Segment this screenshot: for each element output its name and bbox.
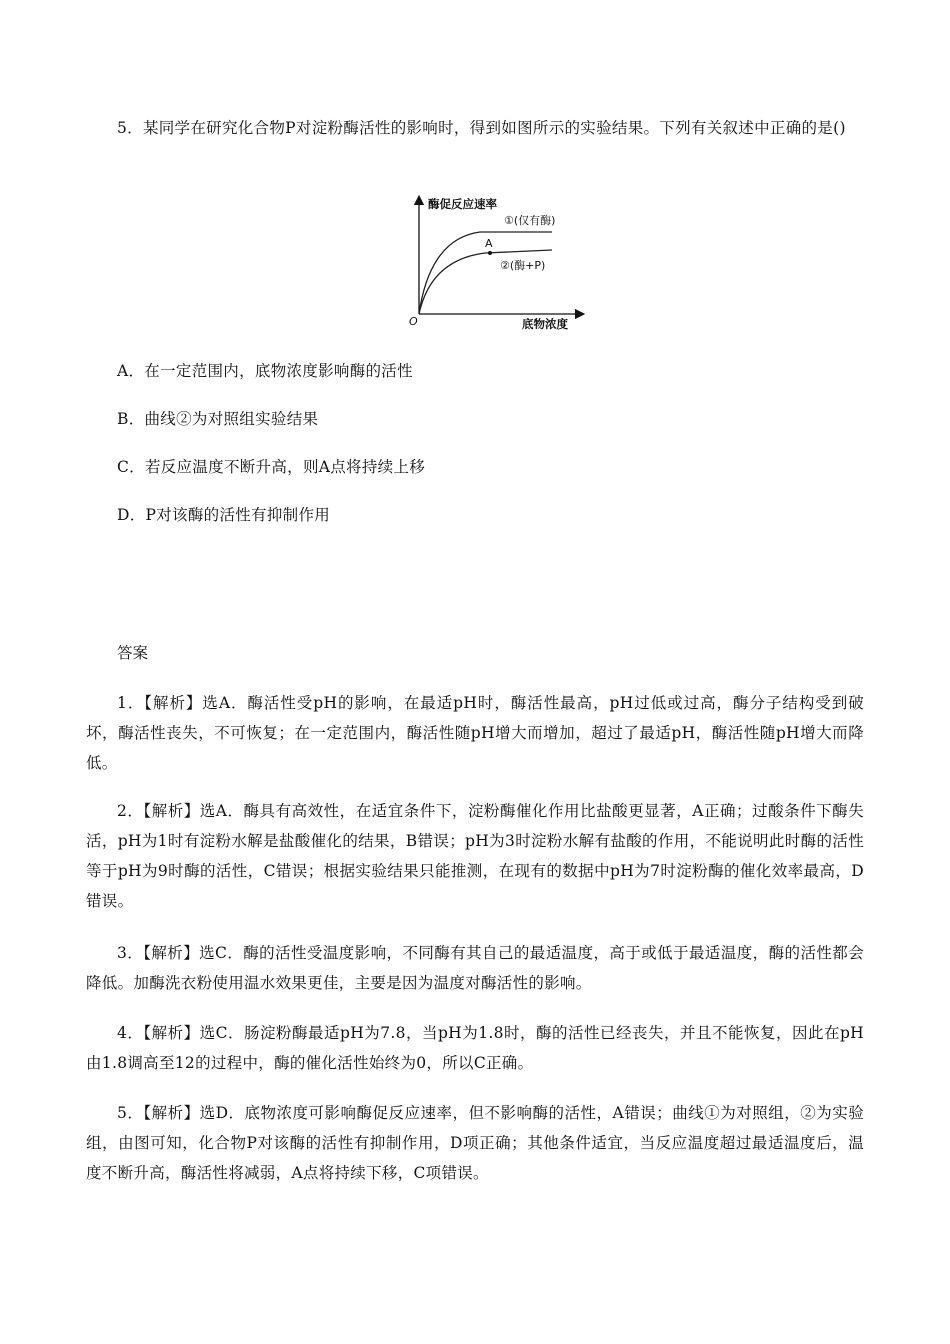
answers-heading: 答案 xyxy=(117,644,149,662)
answer-5: 5．【解析】选D．底物浓度可影响酶促反应速率，但不影响酶的活性，A错误；曲线①为对照组，②为实验组，由图可知，化合物P对该酶的活性有抑制作用，D项正确；其他条件适宜，当反应温度超过最适温度后，温度不断升高，酶活性将减弱，A点将持续下移，C项错误。 xyxy=(86,1104,864,1182)
answer-3: 3．【解析】选C．酶的活性受温度影响，不同酶有其自己的最适温度，高于或低于最适温度，酶的活性都会降低。加酶洗衣粉使用温水效果更佳，主要是因为温度对酶活性的影响。 xyxy=(86,944,864,992)
x-axis-label: 底物浓度 xyxy=(522,317,568,331)
answer-1: 1．【解析】选A．酶活性受pH的影响，在最适pH时，酶活性最高，pH过低或过高，酶分子结构受到破坏，酶活性丧失，不可恢复；在一定范围内，酶活性随pH增大而增加，超过了最适pH，酶活性随pH增大而降低。 xyxy=(86,694,864,772)
answer-4: 4．【解析】选C．肠淀粉酶最适pH为7.8，当pH为1.8时，酶的活性已经丧失，并且不能恢复，因此在pH由1.8调高至12的过程中，酶的催化活性始终为0，所以C正确。 xyxy=(86,1024,864,1072)
series-1-label: ①(仅有酶) xyxy=(504,214,556,227)
option-d: D．P对该酶的活性有抑制作用 xyxy=(117,506,331,524)
origin-label: O xyxy=(409,315,418,328)
answer-2: 2．【解析】选A．酶具有高效性，在适宜条件下，淀粉酶催化作用比盐酸更显著，A正确；过酸条件下酶失活，pH为1时有淀粉水解是盐酸催化的结果，B错误；pH为3时淀粉水解有盐酸的作用，不能说明此时酶的活性等于pH为9时酶的活性，C错误；根据实验结果只能推测，在现有的数据中pH为7时淀粉酶的催化效率最高，D错误。 xyxy=(86,802,864,910)
option-b: B．曲线②为对照组实验结果 xyxy=(117,410,319,428)
question-5-stem: 5．某同学在研究化合物P对淀粉酶活性的影响时，得到如图所示的实验结果。下列有关叙述中正确的是() xyxy=(117,119,846,137)
y-axis-label: 酶促反应速率 xyxy=(428,197,497,211)
point-a-label: A xyxy=(485,237,493,250)
option-a: A．在一定范围内，底物浓度影响酶的活性 xyxy=(117,362,413,380)
option-c: C．若反应温度不断升高，则A点将持续上移 xyxy=(117,458,426,476)
series-2-label: ②(酶+P) xyxy=(500,259,546,272)
enzyme-rate-chart xyxy=(400,192,590,338)
enzyme-rate-figure xyxy=(400,192,590,338)
point-a-marker xyxy=(488,251,492,255)
